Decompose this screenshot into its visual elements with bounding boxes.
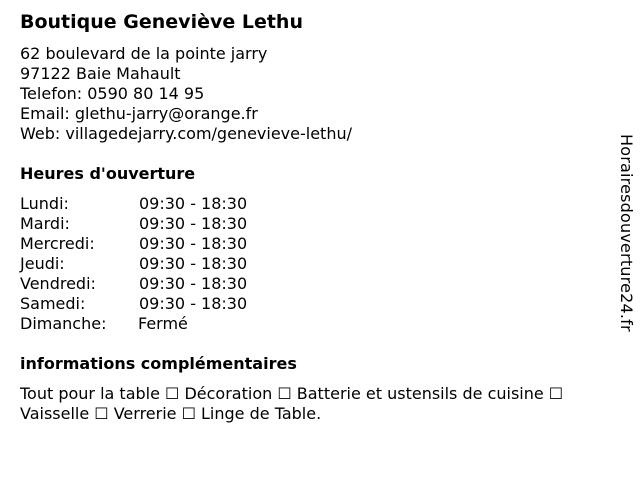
day-label: Samedi: [20,294,86,313]
opening-time: 09:30 - 18:30 [139,194,248,213]
hours-row-tuesday [20,214,320,234]
day-label: Dimanche: [20,314,107,333]
business-name: Boutique Geneviève Lethu [20,11,303,33]
opening-time: 09:30 - 18:30 [139,254,248,273]
hours-row-thursday [20,254,320,274]
opening-time: 09:30 - 18:30 [139,214,248,233]
hours-table [20,194,320,334]
day-label: Mercredi: [20,234,95,253]
day-label: Jeudi: [20,254,65,273]
day-label: Lundi: [20,194,69,213]
hours-row-monday [20,194,320,214]
info-heading: informations complémentaires [20,354,297,373]
day-label: Vendredi: [20,274,96,293]
closed-status: Fermé [138,314,188,333]
web-line: Web: villagedejarry.com/genevieve-lethu/ [20,124,352,143]
phone-line: Telefon: 0590 80 14 95 [20,84,205,103]
hours-heading: Heures d'ouverture [20,164,196,183]
hours-row-saturday [20,294,320,314]
address-line-1: 62 boulevard de la pointe jarry [20,44,268,63]
day-label: Mardi: [20,214,70,233]
opening-time: 09:30 - 18:30 [139,234,248,253]
contact-block [20,44,352,144]
email-line: Email: glethu-jarry@orange.fr [20,104,258,123]
opening-time: 09:30 - 18:30 [139,294,248,313]
hours-row-wednesday [20,234,320,254]
site-watermark: Horairesdouverture24.fr [617,134,636,332]
hours-row-sunday [20,314,320,334]
info-text: Tout pour la table ☐ Décoration ☐ Batterie et ustensils de cuisine ☐ Vaisselle ☐ Verrerie ☐ Linge de Table. [20,384,564,423]
opening-time: 09:30 - 18:30 [139,274,248,293]
hours-row-friday [20,274,320,294]
address-line-2: 97122 Baie Mahault [20,64,181,83]
